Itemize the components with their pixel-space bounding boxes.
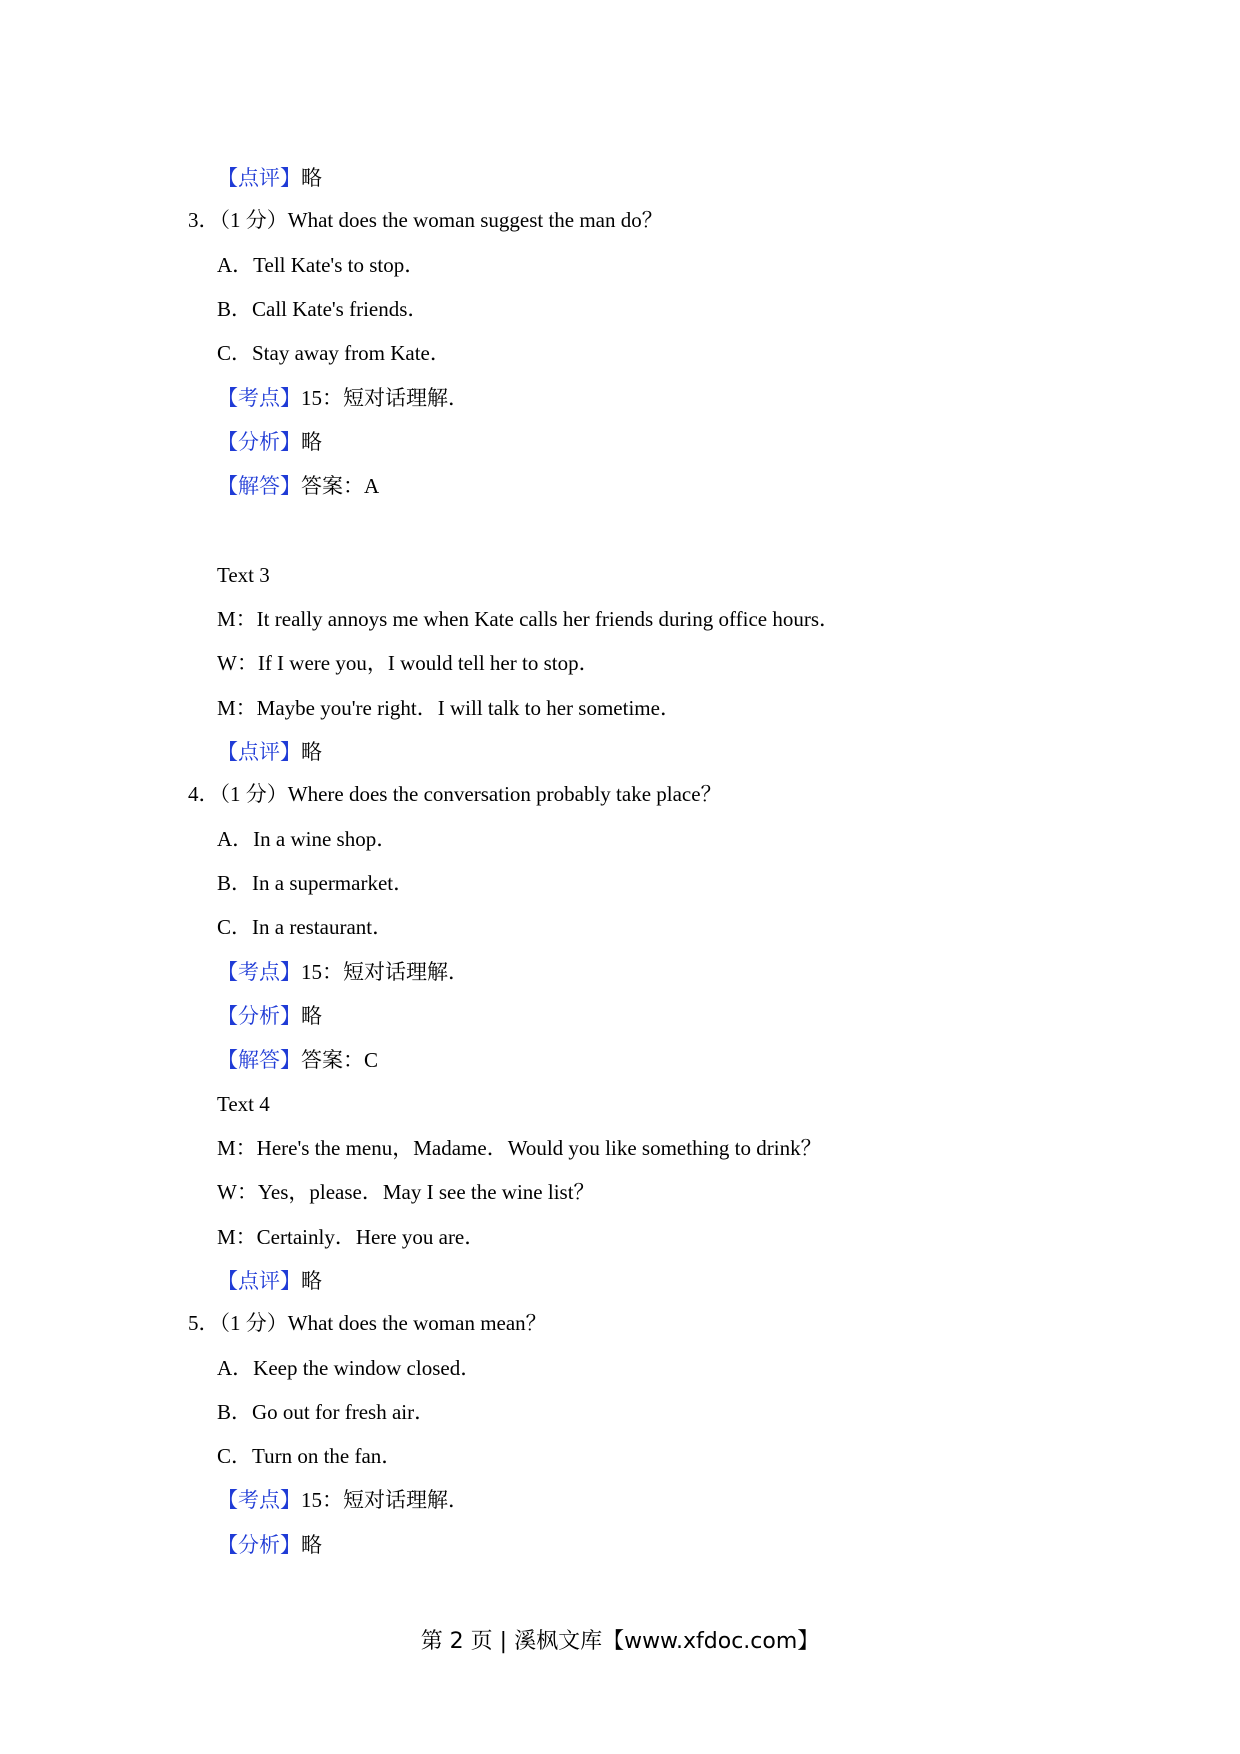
q3-answer-line bbox=[217, 472, 379, 500]
point-text: 15：短对话理解． bbox=[301, 1488, 469, 1512]
q3-transcript-line: M：Maybe you're right．I will talk to her sometime． bbox=[217, 696, 681, 720]
q3-transcript-line: M：It really annoys me when Kate calls her friends during office hours． bbox=[217, 607, 841, 631]
comment-line bbox=[217, 164, 322, 192]
point-tag: 【考点】 bbox=[217, 960, 301, 984]
analysis-tag: 【分析】 bbox=[217, 1004, 301, 1028]
analysis-tag: 【分析】 bbox=[217, 1533, 301, 1557]
answer-text: 答案：C bbox=[301, 1048, 379, 1072]
comment-tag: 【点评】 bbox=[217, 740, 301, 764]
comment-tag: 【点评】 bbox=[217, 1269, 301, 1293]
q3-option-b: B．Call Kate's friends． bbox=[217, 297, 429, 321]
point-tag: 【考点】 bbox=[217, 1488, 301, 1512]
q4-answer-line bbox=[217, 1046, 378, 1074]
q4-option-b: B．In a supermarket． bbox=[217, 871, 415, 895]
analysis-tag: 【分析】 bbox=[217, 430, 301, 454]
q4-transcript-line: M：Certainly．Here you are． bbox=[217, 1225, 486, 1249]
q3-point-line bbox=[217, 384, 469, 412]
page-footer: 第 2 页 | 溪枫文库【www.xfdoc.com】 bbox=[420, 1629, 820, 1654]
q4-option-c: C．In a restaurant． bbox=[217, 915, 394, 939]
question-5-stem: 5．（1 分）What does the woman mean？ bbox=[188, 1311, 547, 1335]
answer-tag: 【解答】 bbox=[217, 474, 301, 498]
point-text: 15：短对话理解． bbox=[301, 386, 469, 410]
question-4-stem: 4．（1 分）Where does the conversation probably take place？ bbox=[188, 782, 722, 806]
analysis-text: 略 bbox=[301, 1004, 322, 1028]
q5-option-c: C．Turn on the fan． bbox=[217, 1444, 403, 1468]
q4-analysis-line bbox=[217, 1002, 322, 1030]
comment-text: 略 bbox=[301, 1269, 322, 1293]
q4-transcript-line: W：Yes，please．May I see the wine list？ bbox=[217, 1180, 595, 1204]
q3-analysis-line bbox=[217, 428, 322, 456]
q5-analysis-line bbox=[217, 1531, 322, 1559]
analysis-text: 略 bbox=[301, 430, 322, 454]
q4-transcript-title: Text 4 bbox=[217, 1092, 270, 1116]
question-3-stem: 3．（1 分）What does the woman suggest the man do？ bbox=[188, 208, 663, 232]
point-tag: 【考点】 bbox=[217, 386, 301, 410]
q4-transcript-line: M：Here's the menu，Madame．Would you like something to drink？ bbox=[217, 1136, 822, 1160]
q3-transcript-line: W：If I were you，I would tell her to stop． bbox=[217, 651, 600, 675]
q4-option-a: A．In a wine shop． bbox=[217, 827, 398, 851]
comment-text: 略 bbox=[301, 740, 322, 764]
q3-option-c: C．Stay away from Kate． bbox=[217, 341, 451, 365]
q5-option-a: A．Keep the window closed． bbox=[217, 1356, 482, 1380]
q4-comment-line bbox=[217, 1267, 322, 1295]
analysis-text: 略 bbox=[301, 1533, 322, 1557]
comment-tag: 【点评】 bbox=[217, 166, 301, 190]
q3-option-a: A．Tell Kate's to stop． bbox=[217, 253, 426, 277]
answer-text: 答案：A bbox=[301, 474, 380, 498]
q5-point-line bbox=[217, 1486, 469, 1514]
q3-comment-line bbox=[217, 738, 322, 766]
answer-tag: 【解答】 bbox=[217, 1048, 301, 1072]
q3-transcript-title: Text 3 bbox=[217, 563, 270, 587]
comment-text: 略 bbox=[301, 166, 322, 190]
q4-point-line bbox=[217, 958, 469, 986]
point-text: 15：短对话理解． bbox=[301, 960, 469, 984]
q5-option-b: B．Go out for fresh air． bbox=[217, 1400, 436, 1424]
